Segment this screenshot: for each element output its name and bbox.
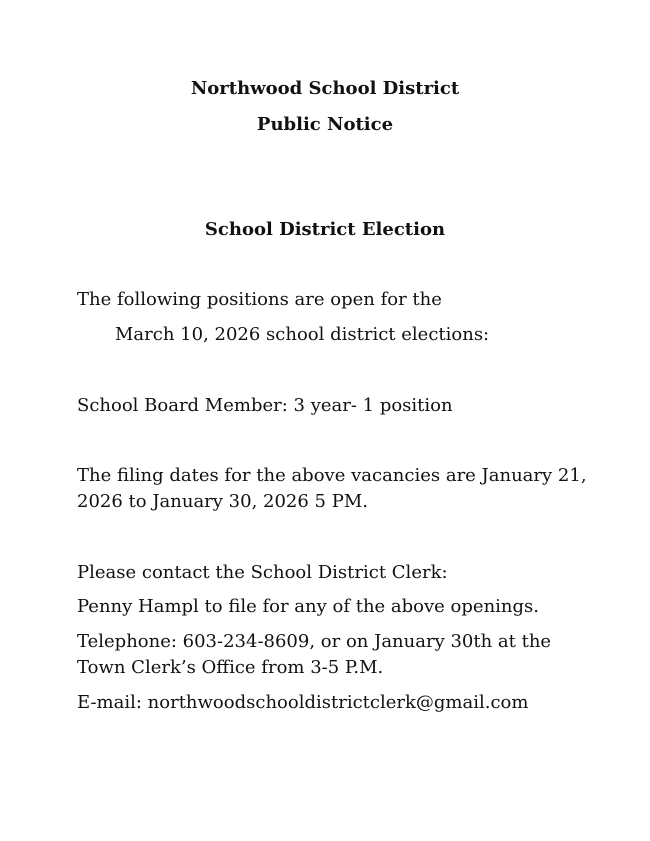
telephone-line-1: Telephone: 603-234-8609, or on January 30th at the xyxy=(77,631,552,652)
position-line: School Board Member: 3 year- 1 position xyxy=(77,395,453,416)
election-title: School District Election xyxy=(204,219,446,240)
notice-type-heading: Public Notice xyxy=(256,114,394,135)
intro-line-2: March 10, 2026 school district elections: xyxy=(115,324,490,345)
organization-heading: Northwood School District xyxy=(190,78,460,99)
contact-line-2: Penny Hampl to file for any of the above openings. xyxy=(77,596,539,617)
filing-line-2: 2026 to January 30, 2026 5 PM. xyxy=(77,491,368,512)
telephone-line-2: Town Clerk’s Office from 3-5 P.M. xyxy=(77,657,384,678)
filing-line-1: The filing dates for the above vacancies are January 21, xyxy=(77,465,587,486)
intro-line-1: The following positions are open for the xyxy=(77,289,442,310)
email-line: E-mail: northwoodschooldistrictclerk@gmail.com xyxy=(77,692,529,713)
contact-line-1: Please contact the School District Clerk: xyxy=(77,562,448,583)
